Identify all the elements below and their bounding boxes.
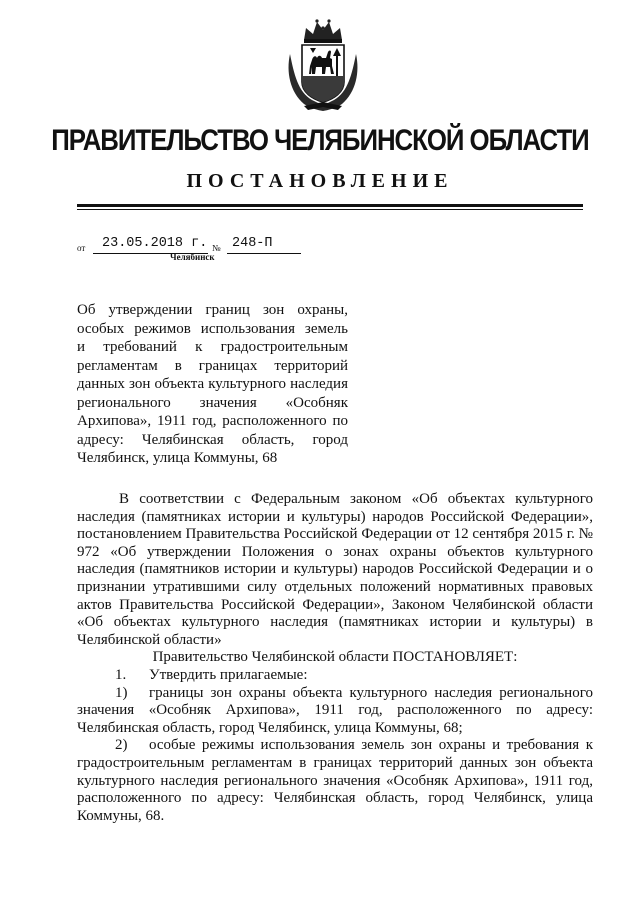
- document-subject: [77, 301, 348, 468]
- document-body: [77, 491, 593, 825]
- sub-item-2: [77, 737, 593, 825]
- resolves-line: Правительство Челябинской области ПОСТАНОВЛЯЕТ:: [152, 649, 518, 666]
- sub-item-2-number: 2): [115, 737, 128, 754]
- preamble-paragraph: В соответствии с Федеральным законом «Об объектах культурного наследия (памятниках истории и культуры) народов Российской Федерации», постановлением Правительства Российской Федерации от 12 сентября 2015 г. № 972 «Об утверждении Положения о зонах охраны объектов культурного наследия (памятников истории и культуры) народов Российской Федерации и о признании утратившими силу отдельных положений нормативных правовых актов Правительства Российской Федерации», Законом Челябинской области «Об объектах культурного наследия (памятниках истории и культуры) в Челябинской области»: [77, 491, 593, 648]
- from-label: от: [77, 243, 86, 253]
- document-number: 248-П: [232, 236, 273, 251]
- subject-line: Челябинск, улица Коммуны, 68: [77, 450, 278, 466]
- sub-item-1-text: границы зон охраны объекта культурного наследия регионального значения «Особняк Архипова», 1911 год, расположенного по адресу: Челябинская область, город Челябинск, улица Коммуны, 68;: [77, 684, 593, 736]
- subject-line: регионального значения «Особняк: [77, 394, 348, 411]
- document-type: ПОСТАНОВЛЕНИЕ: [186, 170, 454, 192]
- sub-item-1: [77, 685, 593, 738]
- header-rule-thin: [77, 209, 583, 210]
- sub-item-1-number: 1): [115, 684, 128, 701]
- item-1: [77, 667, 593, 685]
- item-1-text: Утвердить прилагаемые:: [149, 666, 308, 683]
- sub-item-2-text: особые режимы использования земель зон охраны и требования к градостроительным регламентам в границах территорий данных зон объекта культурного наследия регионального значения «Особняк Архипова», 1911 год, расположенного по адресу: Челябинская область, город Челябинск, улица Коммуны, 68.: [77, 737, 593, 824]
- subject-line: данных зон объекта культурного наследия: [77, 376, 348, 392]
- document-date: 23.05.2018 г.: [102, 236, 208, 251]
- header-rule-thick: [77, 204, 583, 207]
- city-label: Челябинск: [170, 252, 215, 262]
- subject-line: адресу: Челябинская область, город: [77, 431, 348, 448]
- number-underline: [227, 253, 301, 254]
- coat-of-arms-icon: [282, 14, 364, 112]
- subject-line: особых режимов использования земель: [77, 320, 348, 337]
- item-1-number: 1.: [115, 666, 127, 683]
- subject-line: регламентам в границах территорий: [77, 357, 348, 374]
- government-title: ПРАВИТЕЛЬСТВО ЧЕЛЯБИНСКОЙ ОБЛАСТИ: [51, 124, 589, 157]
- subject-line: Архипова», 1911 год, расположенного по: [77, 413, 348, 429]
- subject-line: Об утверждении границ зон охраны,: [77, 302, 348, 318]
- number-label: №: [212, 243, 221, 253]
- subject-line: и требований к градостроительным: [77, 339, 348, 355]
